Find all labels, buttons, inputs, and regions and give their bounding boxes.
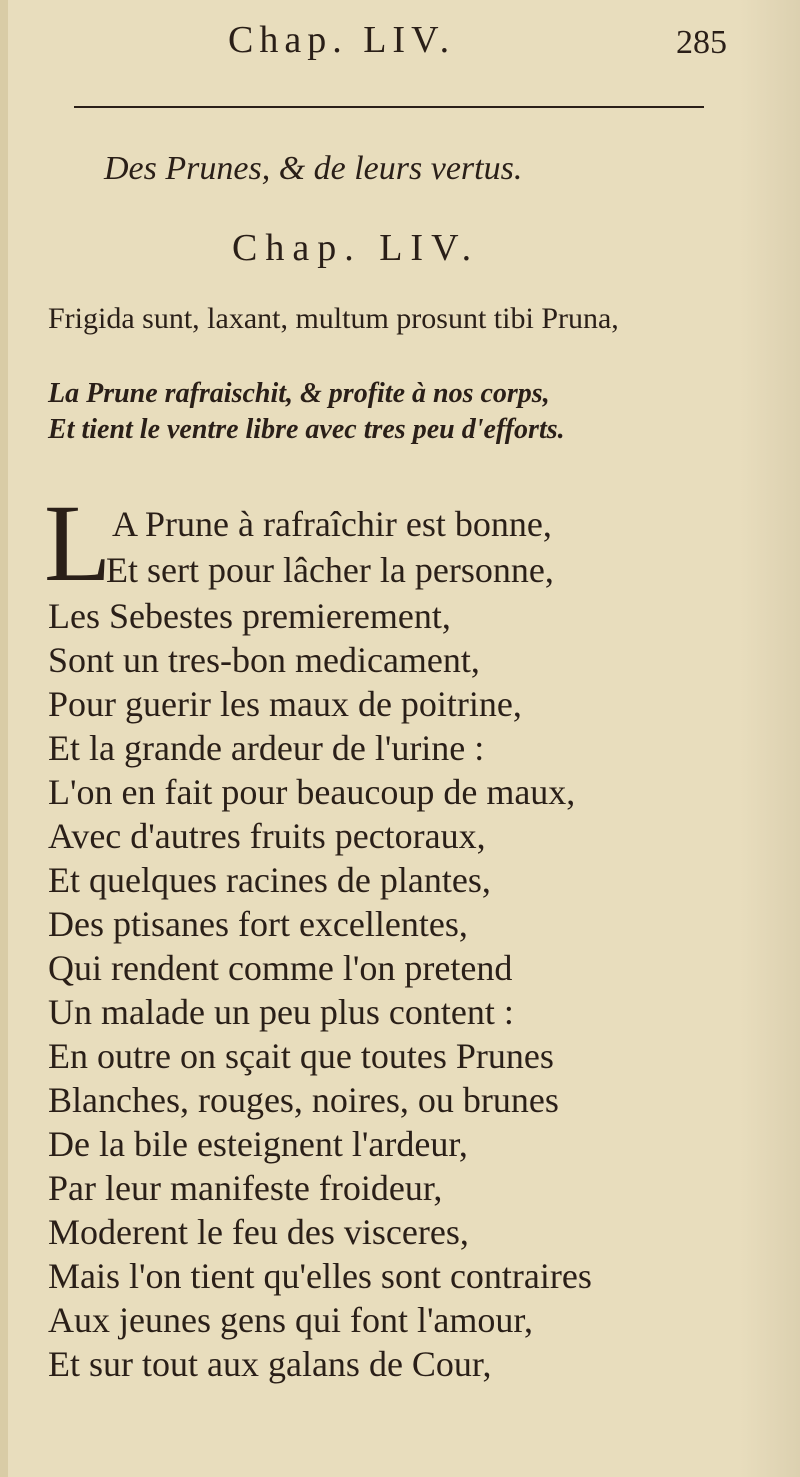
poem-line: A Prune à rafraîchir est bonne,: [112, 504, 552, 544]
page-edge-shadow: [740, 0, 800, 1477]
poem-line: Pour guerir les maux de poitrine,: [48, 684, 522, 724]
epigraph-line: Et tient le ventre libre avec tres peu d'efforts.: [48, 414, 565, 445]
section-title: Des Prunes, & de leurs vertus.: [104, 150, 523, 187]
poem-line: Un malade un peu plus content :: [48, 992, 514, 1032]
epigraph-line: La Prune rafraischit, & profite à nos corps,: [48, 378, 550, 409]
poem-line: Sont un tres-bon medicament,: [48, 640, 480, 680]
poem-line: Blanches, rouges, noires, ou brunes: [48, 1080, 559, 1120]
chapter-heading: Chap. LIV.: [232, 227, 480, 269]
poem-line: De la bile esteignent l'ardeur,: [48, 1124, 468, 1164]
poem-line: Qui rendent comme l'on pretend: [48, 948, 513, 988]
poem-line: Et sur tout aux galans de Cour,: [48, 1344, 492, 1384]
poem-line: Et quelques racines de plantes,: [48, 860, 491, 900]
poem-line: Des ptisanes fort excellentes,: [48, 904, 468, 944]
poem-line: Aux jeunes gens qui font l'amour,: [48, 1300, 533, 1340]
poem-line: Mais l'on tient qu'elles sont contraires: [48, 1256, 592, 1296]
latin-verse: Frigida sunt, laxant, multum prosunt tibi Pruna,: [48, 302, 619, 335]
page-binding-edge: [0, 0, 8, 1477]
poem-line: Par leur manifeste froideur,: [48, 1168, 443, 1208]
poem-line: Moderent le feu des visceres,: [48, 1212, 469, 1252]
poem-line: Et sert pour lâcher la personne,: [106, 550, 554, 590]
drop-cap: L: [44, 482, 112, 604]
poem-line: L'on en fait pour beaucoup de maux,: [48, 772, 576, 812]
poem-line: Les Sebestes premierement,: [48, 596, 451, 636]
poem-line: Avec d'autres fruits pectoraux,: [48, 816, 486, 856]
header-rule: [74, 106, 704, 108]
poem-line: En outre on sçait que toutes Prunes: [48, 1036, 554, 1076]
poem-line: Et la grande ardeur de l'urine :: [48, 728, 485, 768]
page-number: 285: [676, 24, 727, 61]
running-head: Chap. LIV.: [228, 19, 456, 61]
